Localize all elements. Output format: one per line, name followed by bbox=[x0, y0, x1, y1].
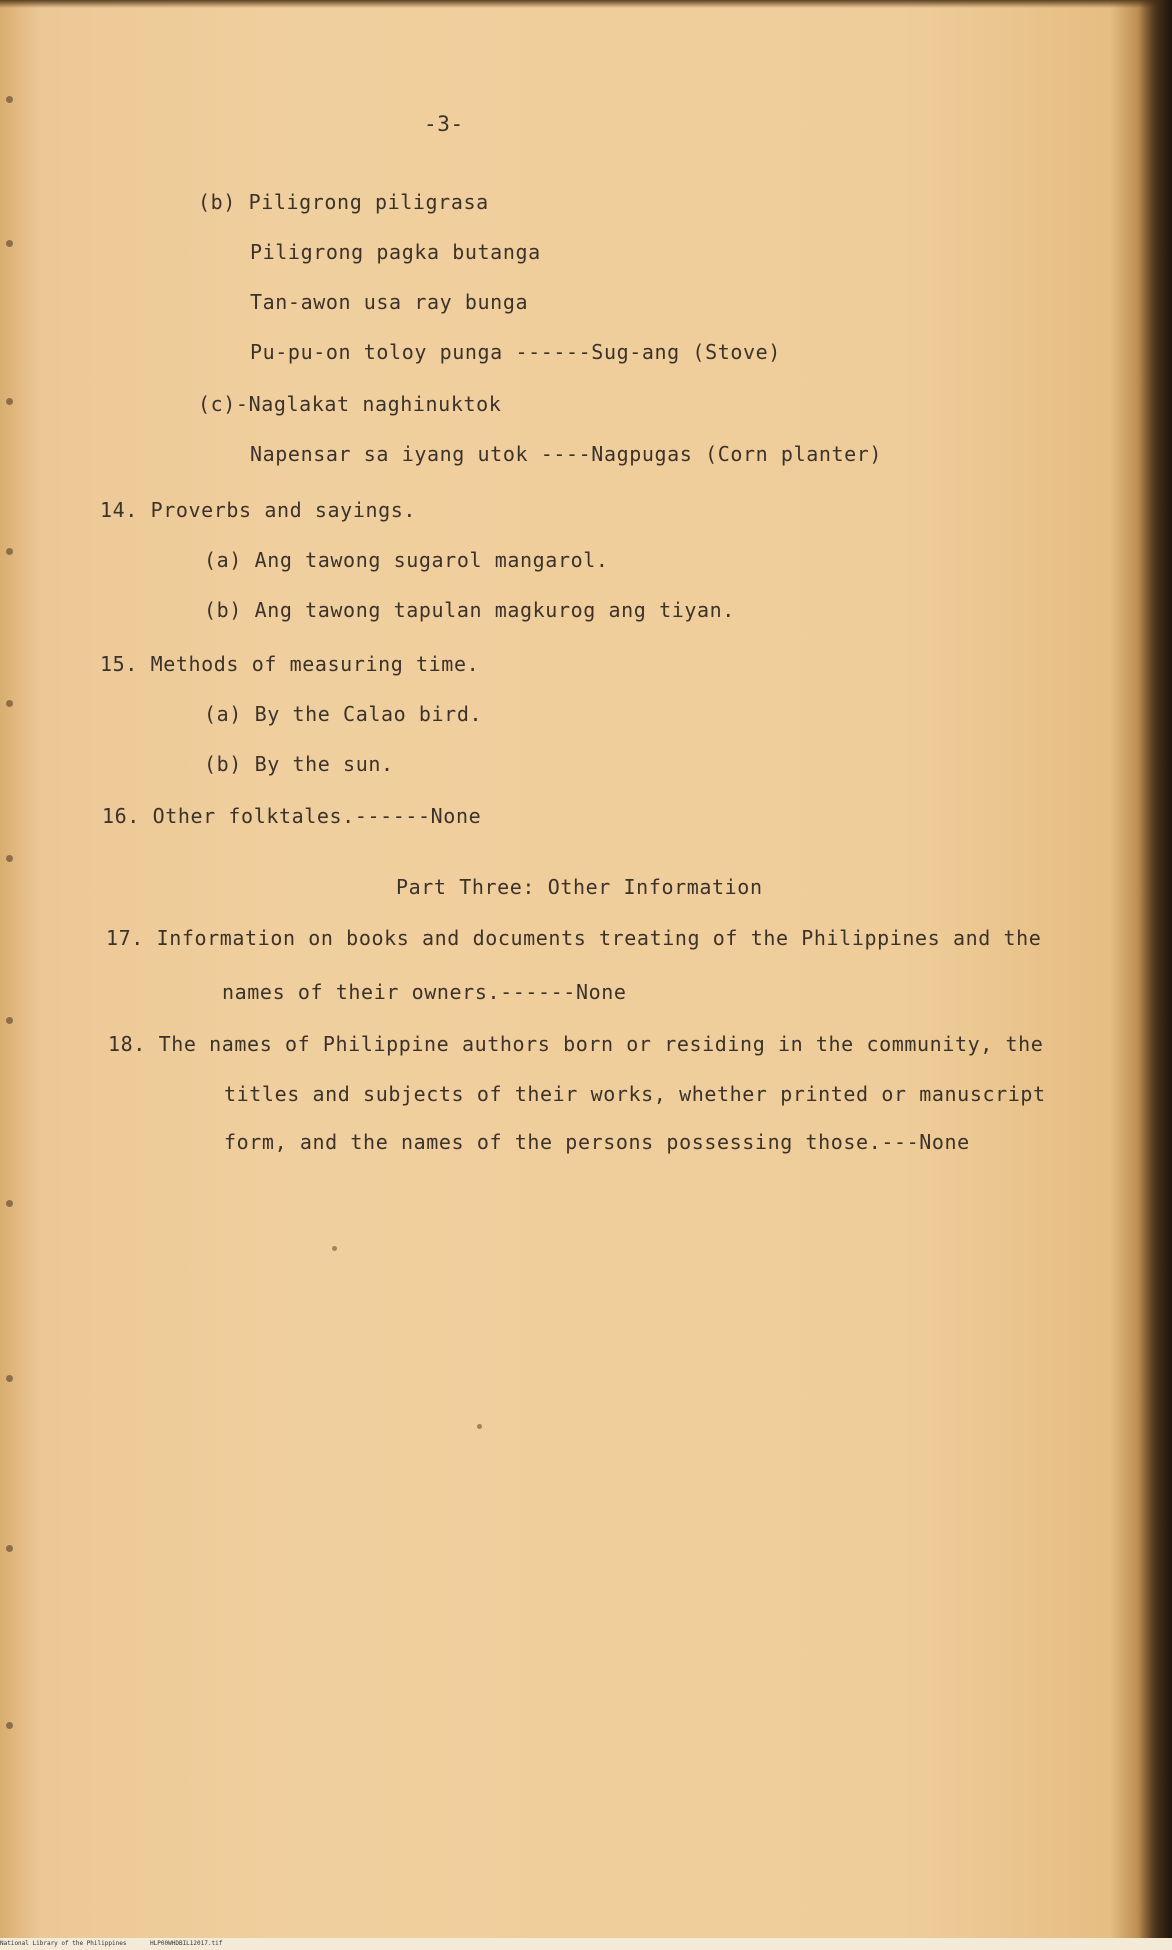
item-14-proverb-b: (b) Ang tawong tapulan magkurog ang tiyan. bbox=[204, 598, 735, 622]
item-17-line-1: 17. Information on books and documents treating of the Philippines and the bbox=[106, 926, 1042, 950]
binding-hole bbox=[6, 240, 13, 247]
item-15-method-b: (b) By the sun. bbox=[204, 752, 394, 776]
binding-hole bbox=[6, 1200, 13, 1207]
binding-hole bbox=[6, 548, 13, 555]
item-18-line-1: 18. The names of Philippine authors born or residing in the community, the bbox=[108, 1032, 1044, 1056]
page-top-edge bbox=[0, 0, 1172, 8]
binding-hole bbox=[6, 1375, 13, 1382]
item-15-heading: 15. Methods of measuring time. bbox=[100, 652, 480, 676]
paper-speck bbox=[477, 1424, 482, 1429]
item-16-heading: 16. Other folktales.------None bbox=[102, 804, 482, 828]
riddle-b-line-2: Piligrong pagka butanga bbox=[250, 240, 541, 264]
item-14-heading: 14. Proverbs and sayings. bbox=[100, 498, 417, 522]
riddle-b-line-3: Tan-awon usa ray bunga bbox=[250, 290, 529, 314]
scan-footer bbox=[0, 1938, 1172, 1950]
book-spine-shadow bbox=[1138, 0, 1172, 1950]
binding-hole bbox=[6, 1545, 13, 1552]
paper-speck bbox=[332, 1246, 337, 1251]
binding-hole bbox=[6, 1722, 13, 1729]
binding-hole bbox=[6, 1017, 13, 1024]
binding-hole bbox=[6, 855, 13, 862]
binding-hole bbox=[6, 700, 13, 707]
footer-library-name: National Library of the Philippines bbox=[0, 1940, 127, 1947]
riddle-b-line-4: Pu-pu-on toloy punga ------Sug-ang (Stove) bbox=[250, 340, 781, 364]
riddle-c-line-1: (c)-Naglakat naghinuktok bbox=[198, 392, 502, 416]
item-18-line-3: form, and the names of the persons possessing those.---None bbox=[224, 1130, 970, 1154]
footer-file-id: HLP00WHDBIL12017.tif bbox=[150, 1940, 223, 1947]
item-18-line-2: titles and subjects of their works, whether printed or manuscript bbox=[224, 1082, 1046, 1106]
part-three-heading: Part Three: Other Information bbox=[396, 875, 763, 899]
page-number: -3- bbox=[424, 112, 464, 136]
binding-hole bbox=[6, 96, 13, 103]
item-17-line-2: names of their owners.------None bbox=[222, 980, 627, 1004]
riddle-b-line-1: (b) Piligrong piligrasa bbox=[198, 190, 489, 214]
item-14-proverb-a: (a) Ang tawong sugarol mangarol. bbox=[204, 548, 609, 572]
binding-hole bbox=[6, 398, 13, 405]
riddle-c-line-2: Napensar sa iyang utok ----Nagpugas (Corn planter) bbox=[250, 442, 883, 466]
item-15-method-a: (a) By the Calao bird. bbox=[204, 702, 483, 726]
